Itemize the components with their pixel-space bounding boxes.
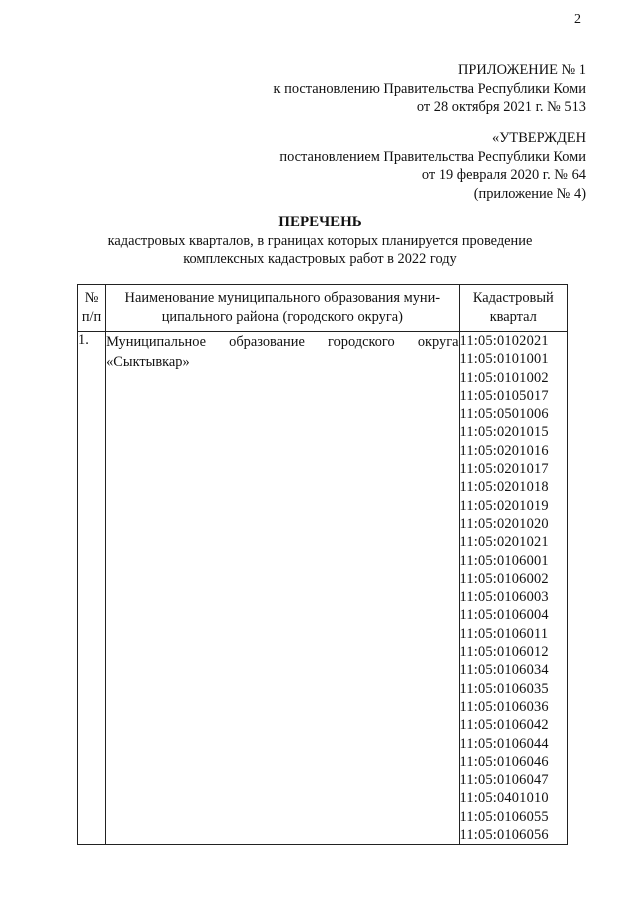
header-number — [78, 285, 106, 332]
header-number-line1: № — [84, 290, 99, 306]
cadastral-quarters-table — [77, 284, 568, 845]
cadastral-quarter: 11:05:0106047 — [459, 772, 549, 789]
cadastral-quarter: 11:05:0106036 — [459, 698, 549, 715]
name-word: образование — [229, 334, 305, 350]
cadastral-quarter: 11:05:0106055 — [459, 808, 549, 825]
approval-title: «УТВЕРЖДЕН — [492, 130, 586, 146]
cadastral-quarter: 11:05:0501006 — [459, 406, 549, 423]
table-row — [78, 332, 568, 845]
cadastral-quarter: 11:05:0106035 — [459, 680, 549, 697]
cadastral-quarter: 11:05:0102021 — [459, 333, 549, 349]
cadastral-quarter-list — [459, 332, 567, 845]
header-municipality-line1: Наименование муниципального образования муни- — [124, 290, 441, 306]
name-line-2: «Сыктывкар» — [106, 354, 190, 370]
cadastral-quarter: 11:05:0106012 — [459, 644, 549, 661]
cadastral-quarter: 11:05:0201018 — [459, 479, 549, 496]
approval-date: от 19 февраля 2020 г. № 64 — [421, 167, 586, 183]
cadastral-quarter: 11:05:0101001 — [459, 351, 549, 368]
table-header-row — [78, 285, 568, 332]
name-word: округа — [417, 334, 459, 350]
title-line-1: кадастровых кварталов, в границах которых планируется проведение — [107, 233, 533, 249]
header-number-line2: п/п — [81, 309, 102, 325]
cadastral-quarter: 11:05:0106003 — [459, 589, 549, 606]
cadastral-quarter: 11:05:0201015 — [459, 424, 549, 441]
header-cadastral-quarter — [459, 285, 567, 332]
appendix-title: ПРИЛОЖЕНИЕ № 1 — [458, 62, 586, 78]
cadastral-quarter: 11:05:0106001 — [459, 552, 549, 569]
approval-appendix: (приложение № 4) — [473, 185, 586, 202]
header-municipality-line2: ципального района (городского округа) — [161, 309, 403, 325]
title-heading: ПЕРЕЧЕНЬ — [278, 214, 362, 230]
row-number: 1. — [78, 332, 106, 845]
cadastral-quarter: 11:05:0106042 — [459, 717, 549, 734]
cadastral-quarter: 11:05:0201020 — [459, 515, 549, 532]
title-line-2: комплексных кадастровых работ в 2022 году — [183, 251, 457, 267]
cadastral-quarter: 11:05:0201017 — [459, 461, 549, 478]
cadastral-quarter: 11:05:0201019 — [459, 497, 549, 514]
cadastral-quarter: 11:05:0106004 — [459, 607, 549, 624]
name-word: Муниципальное — [106, 334, 206, 350]
cadastral-quarter: 11:05:0201021 — [459, 534, 549, 551]
cadastral-quarter: 11:05:0401010 — [459, 790, 549, 807]
appendix-header — [274, 61, 586, 117]
appendix-reference: к постановлению Правительства Республики Коми — [273, 80, 586, 97]
approval-reference: постановлением Правительства Республики Коми — [279, 148, 586, 165]
cadastral-quarter: 11:05:0106002 — [459, 570, 549, 587]
cadastral-quarter: 11:05:0106011 — [459, 625, 549, 642]
name-word: городского — [328, 334, 395, 350]
municipality-name — [106, 332, 459, 845]
approval-block — [279, 129, 586, 203]
cadastral-quarter: 11:05:0101002 — [459, 369, 549, 386]
cadastral-quarter: 11:05:0105017 — [459, 387, 549, 404]
cadastral-quarter: 11:05:0106056 — [459, 827, 549, 844]
cadastral-quarter: 11:05:0106044 — [459, 735, 549, 752]
appendix-date: от 28 октября 2021 г. № 513 — [416, 99, 586, 115]
cadastral-quarter: 11:05:0201016 — [459, 442, 549, 459]
header-quarter-line2: квартал — [489, 309, 537, 325]
header-municipality — [106, 285, 459, 332]
cadastral-quarter: 11:05:0106046 — [459, 753, 549, 770]
cadastral-quarter: 11:05:0106034 — [459, 662, 549, 679]
page-number: 2 — [574, 12, 581, 27]
header-quarter-line1: Кадастровый — [472, 290, 554, 306]
